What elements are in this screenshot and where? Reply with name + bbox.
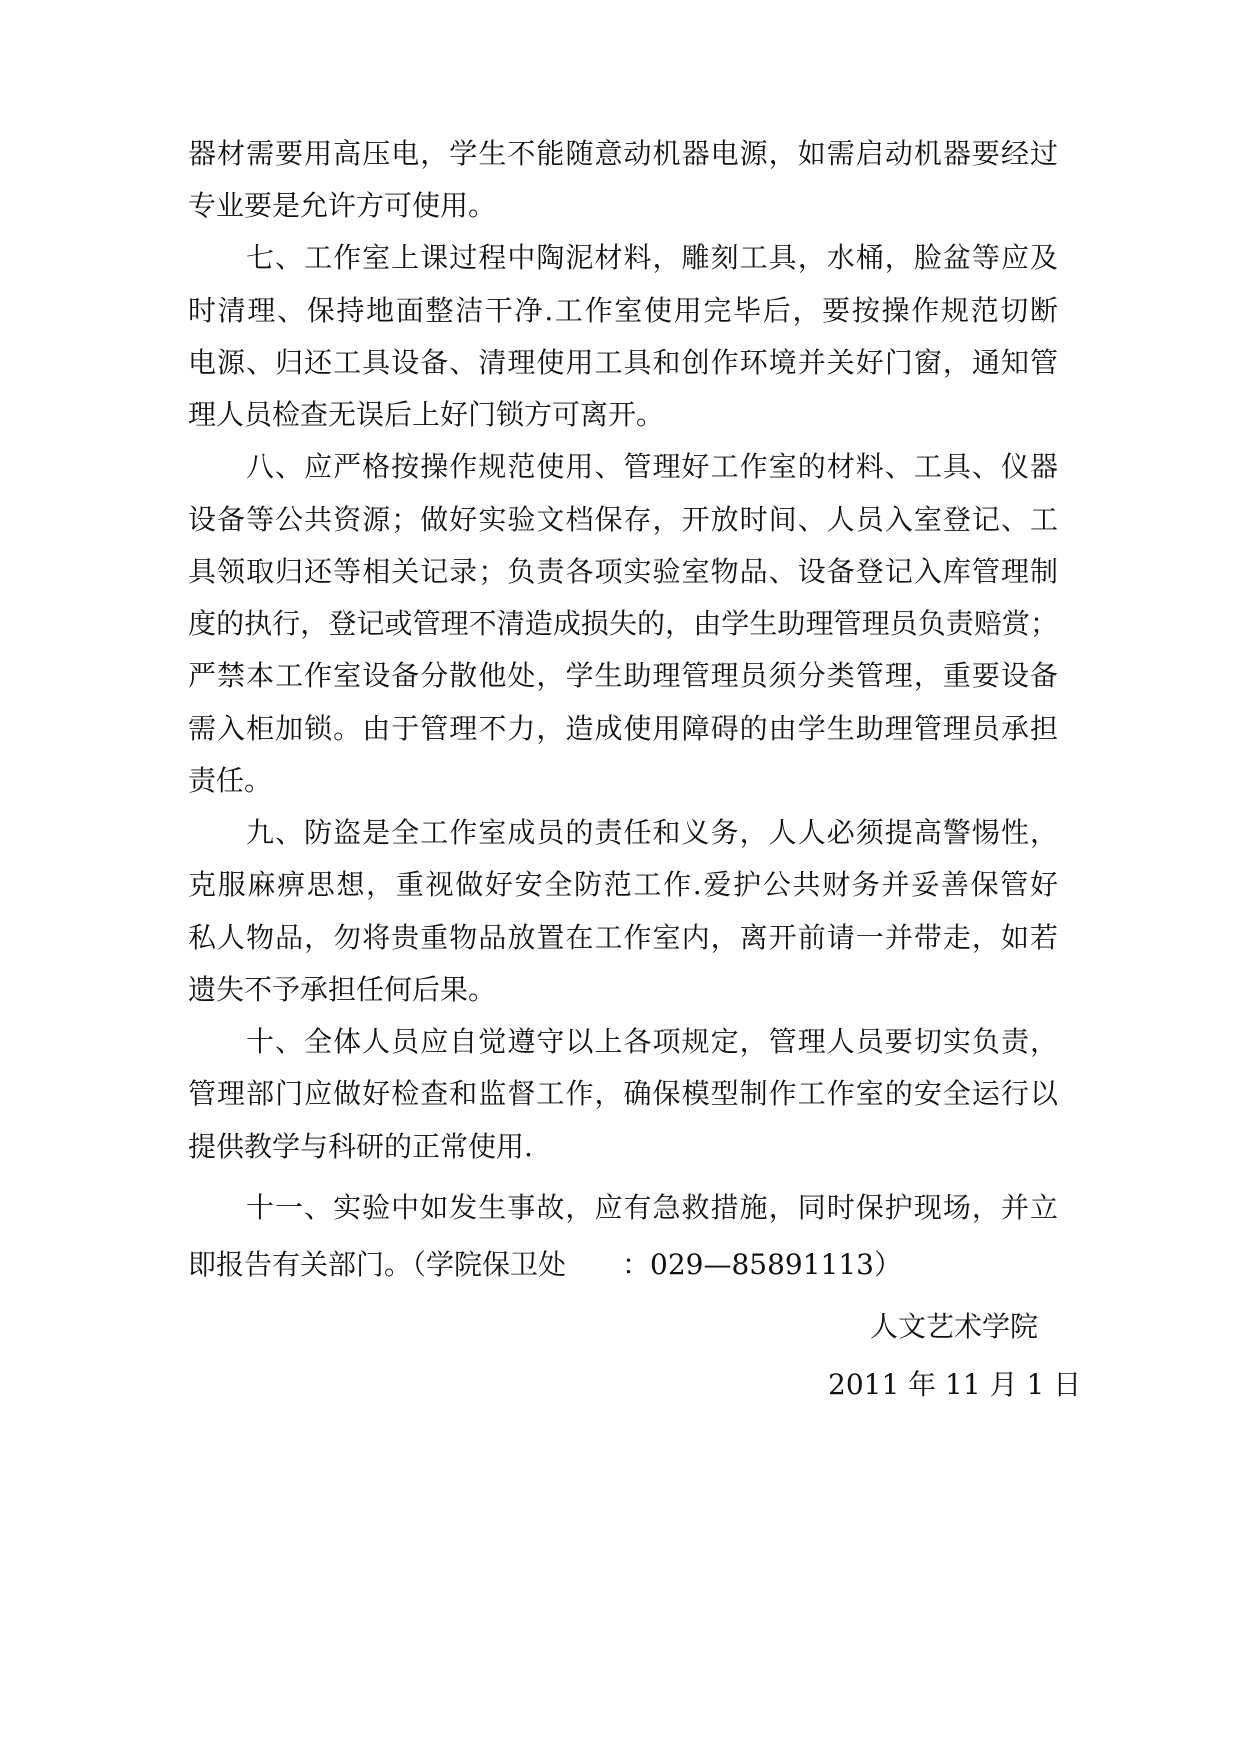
text-line: 电源、归还工具设备、清理使用工具和创作环境并关好门窗，通知管 — [188, 346, 1058, 379]
paragraph-11-first-line: 十一、实验中如发生事故，应有急救措施，同时保护现场，并立 — [246, 1191, 1058, 1224]
paragraph-9-first-line: 九、防盗是全工作室成员的责任和义务，人人必须提高警惕性， — [246, 816, 1058, 849]
text-line: 时清理、保持地面整洁干净.工作室使用完毕后，要按操作规范切断 — [188, 294, 1058, 327]
text-line: 理人员检查无误后上好门锁方可离开。 — [188, 398, 665, 431]
text-line: 严禁本工作室设备分散他处，学生助理管理员须分类管理，重要设备 — [188, 659, 1058, 692]
text-line: 设备等公共资源；做好实验文档保存，开放时间、人员入室登记、工 — [188, 503, 1058, 536]
text-line: 专业要是允许方可使用。 — [188, 189, 497, 222]
text-line: 即报告有关部门。（学院保卫处 ：029—85891113） — [188, 1248, 902, 1281]
signature-date: 2011 年 11 月 1 日 — [828, 1368, 1082, 1401]
text-line: 度的执行，登记或管理不清造成损失的，由学生助理管理员负责赔赏； — [188, 607, 1058, 640]
text-line: 具领取归还等相关记录；负责各项实验室物品、设备登记入库管理制 — [188, 555, 1058, 588]
text-line: 管理部门应做好检查和监督工作，确保模型制作工作室的安全运行以 — [188, 1077, 1058, 1110]
text-line: 私人物品，勿将贵重物品放置在工作室内，离开前请一并带走，如若 — [188, 921, 1058, 954]
paragraph-7-first-line: 七、工作室上课过程中陶泥材料，雕刻工具，水桶，脸盆等应及 — [246, 241, 1058, 274]
signature-organization: 人文艺术学院 — [870, 1310, 1039, 1343]
text-line: 遗失不予承担任何后果。 — [188, 973, 497, 1006]
text-line: 克服麻痹思想，重视做好安全防范工作.爱护公共财务并妥善保管好 — [188, 868, 1058, 901]
text-line: 需入柜加锁。由于管理不力，造成使用障碍的由学生助理管理员承担 — [188, 712, 1058, 745]
text-line: 提供教学与科研的正常使用. — [188, 1130, 533, 1163]
text-line: 器材需要用高压电，学生不能随意动机器电源，如需启动机器要经过 — [188, 137, 1058, 170]
text-line: 责任。 — [188, 764, 273, 797]
paragraph-8-first-line: 八、应严格按操作规范使用、管理好工作室的材料、工具、仪器 — [246, 450, 1058, 483]
paragraph-10-first-line: 十、全体人员应自觉遵守以上各项规定，管理人员要切实负责， — [246, 1025, 1058, 1058]
